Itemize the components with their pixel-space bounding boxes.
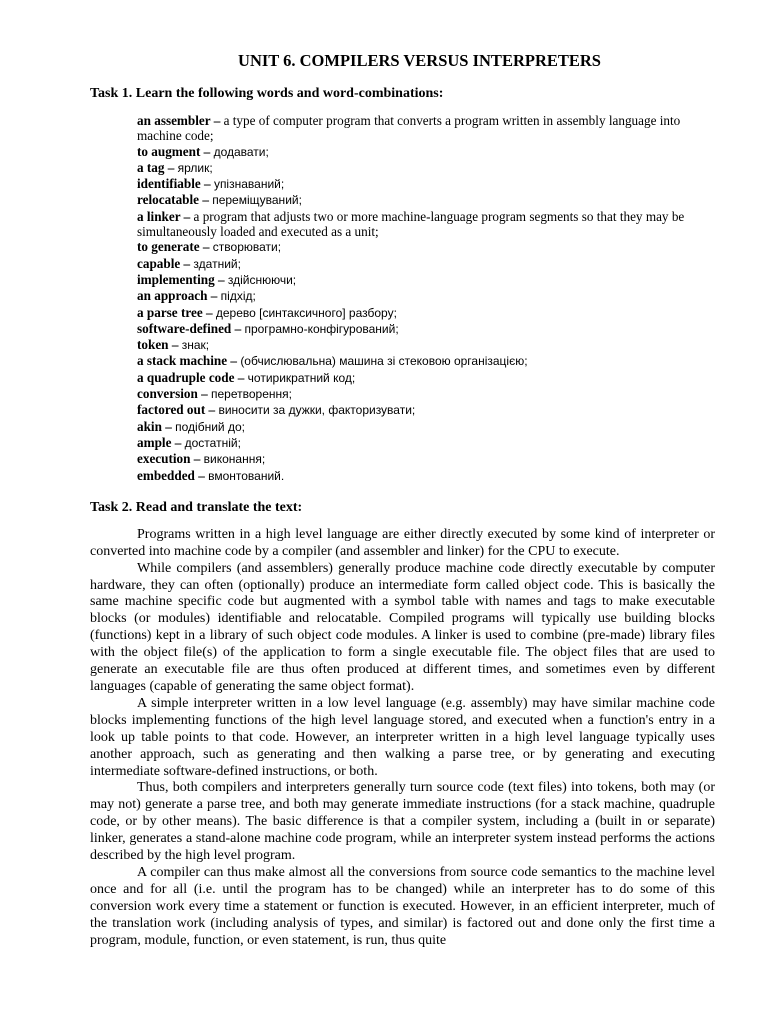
vocab-definition: підхід; (220, 289, 256, 304)
vocab-term: a quadruple code (137, 369, 235, 385)
vocab-item (137, 321, 715, 337)
vocab-term: a tag (137, 159, 165, 175)
vocab-definition: здійснюючи; (227, 272, 297, 287)
vocab-term: embedded (137, 467, 195, 483)
vocab-definition: програмно-конфігурований; (244, 321, 399, 336)
vocab-item (137, 239, 715, 255)
vocab-item (137, 176, 715, 192)
vocab-term: to augment (137, 143, 201, 159)
vocab-item (137, 288, 715, 304)
vocab-definition: (обчислювальна) машина зі стековою організацією; (240, 354, 528, 369)
vocab-definition: знак; (181, 338, 210, 353)
vocab-definition: дерево [синтаксичного] разбору; (215, 305, 397, 320)
vocab-separator: – (210, 113, 224, 128)
vocab-separator: – (190, 451, 204, 467)
vocab-definition: переміщуваний; (212, 193, 302, 208)
vocab-definition: здатний; (193, 256, 241, 271)
vocab-item (137, 370, 715, 386)
vocab-item (137, 192, 715, 208)
vocab-separator: – (231, 320, 245, 336)
page-title: UNIT 6. COMPILERS VERSUS INTERPRETERS (238, 51, 601, 70)
vocab-separator: – (227, 353, 241, 369)
vocab-term: capable (137, 255, 181, 271)
vocab-definition: виносити за дужки, факторизувати; (218, 403, 416, 418)
vocab-definition: достатній; (184, 435, 241, 450)
text-paragraph: Programs written in a high level language are either directly executed by some kind of interpreter or converted into machine code by a compiler (and assembler and linker) for the CPU to execute. (90, 526, 715, 559)
vocab-term: conversion (137, 386, 198, 402)
vocab-term: akin (137, 418, 162, 434)
vocab-item (137, 468, 715, 484)
vocab-item (137, 113, 715, 144)
vocab-term: token (137, 337, 169, 353)
vocab-term: an assembler (137, 113, 211, 128)
vocab-separator: – (194, 467, 209, 483)
vocab-separator: – (200, 176, 214, 192)
vocab-definition: чотирикратний код; (247, 370, 356, 385)
vocab-definition: упізнаваний; (213, 177, 285, 192)
vocab-separator: – (168, 337, 182, 353)
vocab-term: to generate (137, 239, 200, 255)
vocab-definition: перетворення; (211, 387, 292, 402)
vocab-term: factored out (137, 402, 206, 418)
vocab-definition: ярлик; (177, 160, 213, 175)
vocab-separator: – (202, 304, 216, 320)
vocab-definition: a program that adjusts two or more machine-language program segments so that they may be simultaneously loaded and executed as a unit; (137, 208, 685, 240)
vocab-definition: додавати; (213, 144, 269, 159)
text-paragraph: Thus, both compilers and interpreters generally turn source code (text files) into tokens, both may (or may not) generate a parse tree, and both may generate immediate instructions (for a stack machine, quadruple code, or by other means). The basic difference is that a compiler system, including a (built in or separate) linker, generates a stand-alone machine code program, while an interpreter system instead performs the actions described by the high level program. (90, 780, 715, 864)
vocab-definition: виконання; (203, 452, 266, 467)
vocab-item (137, 402, 715, 418)
vocab-item (137, 160, 715, 176)
vocab-term: ample (137, 434, 172, 450)
vocab-term: an approach (137, 288, 208, 304)
text-paragraph: While compilers (and assemblers) generally produce machine code directly executable by computer hardware, they can often (optionally) produce an intermediate form called object code. This is basically the same machine specific code but augmented with a symbol table with names and tags to make executable blocks (or modules) identifiable and relocatable. Compiled programs will typically use building blocks (functions) kept in a library of such object code modules. A linker is used to combine (pre-made) library files with the object file(s) of the application to form a single executable file. The object files that are used to generate an executable file are thus often produced at different times, and sometimes even by different languages (capable of generating the same object format). (90, 560, 715, 694)
vocab-item (137, 451, 715, 467)
vocab-separator: – (200, 143, 214, 159)
task2-heading: Task 2. Read and translate the text: (90, 499, 303, 515)
vocab-separator: – (180, 208, 194, 224)
vocab-item (137, 435, 715, 451)
vocab-item (137, 305, 715, 321)
vocab-item (137, 337, 715, 353)
vocab-definition: вмонтований. (208, 468, 285, 483)
task1-heading: Task 1. Learn the following words and word-combinations: (90, 86, 444, 101)
vocab-term: a stack machine (137, 353, 228, 369)
text-paragraph: A compiler can thus make almost all the conversions from source code semantics to the machine level once and for all (i.e. until the program has to be changed) while an interpreter has to do some of this conversion work every time a statement or function is executed. However, in an efficient interpreter, much of the translation work (including analysis of types, and similar) is factored out and done only the first time a program, module, function, or even statement, is run, thus quite (90, 864, 715, 948)
vocab-item (137, 209, 715, 240)
vocab-term: identifiable (137, 176, 201, 192)
vocab-term: software-defined (137, 320, 232, 336)
reading-text (90, 527, 715, 950)
vocab-item (137, 386, 715, 402)
vocab-separator: – (164, 159, 178, 175)
vocab-separator: – (180, 255, 194, 271)
vocab-item (137, 144, 715, 160)
vocabulary-list (137, 113, 715, 484)
vocab-separator: – (197, 386, 211, 402)
vocab-separator: – (161, 418, 176, 434)
text-paragraph: A simple interpreter written in a low level language (e.g. assembly) may have similar machine code blocks implementing functions of the high level language stored, and executed when a function's entry in a look up table points to that code. However, an interpreter written in a high level language typically uses another approach, such as generating and then walking a parse tree, or by generating and executing intermediate software-defined instructions, or both. (90, 695, 715, 779)
vocab-item (137, 272, 715, 288)
vocab-definition: a type of computer program that converts a program written in assembly language into machine code; (137, 113, 681, 144)
vocab-term: a parse tree (137, 304, 203, 320)
vocab-definition: подібний до; (175, 419, 245, 434)
vocab-separator: – (214, 271, 228, 287)
vocab-term: implementing (137, 271, 215, 287)
vocab-term: a linker (137, 208, 181, 224)
vocab-separator: – (207, 288, 221, 304)
vocab-term: execution (137, 451, 191, 467)
vocab-item (137, 353, 715, 369)
vocab-separator: – (171, 434, 185, 450)
vocab-term: relocatable (137, 192, 200, 208)
vocab-separator: – (234, 369, 248, 385)
vocab-definition: створювати; (212, 240, 282, 255)
vocab-separator: – (199, 239, 213, 255)
vocab-item (137, 419, 715, 435)
vocab-item (137, 256, 715, 272)
vocab-separator: – (205, 402, 219, 418)
vocab-separator: – (199, 192, 213, 208)
